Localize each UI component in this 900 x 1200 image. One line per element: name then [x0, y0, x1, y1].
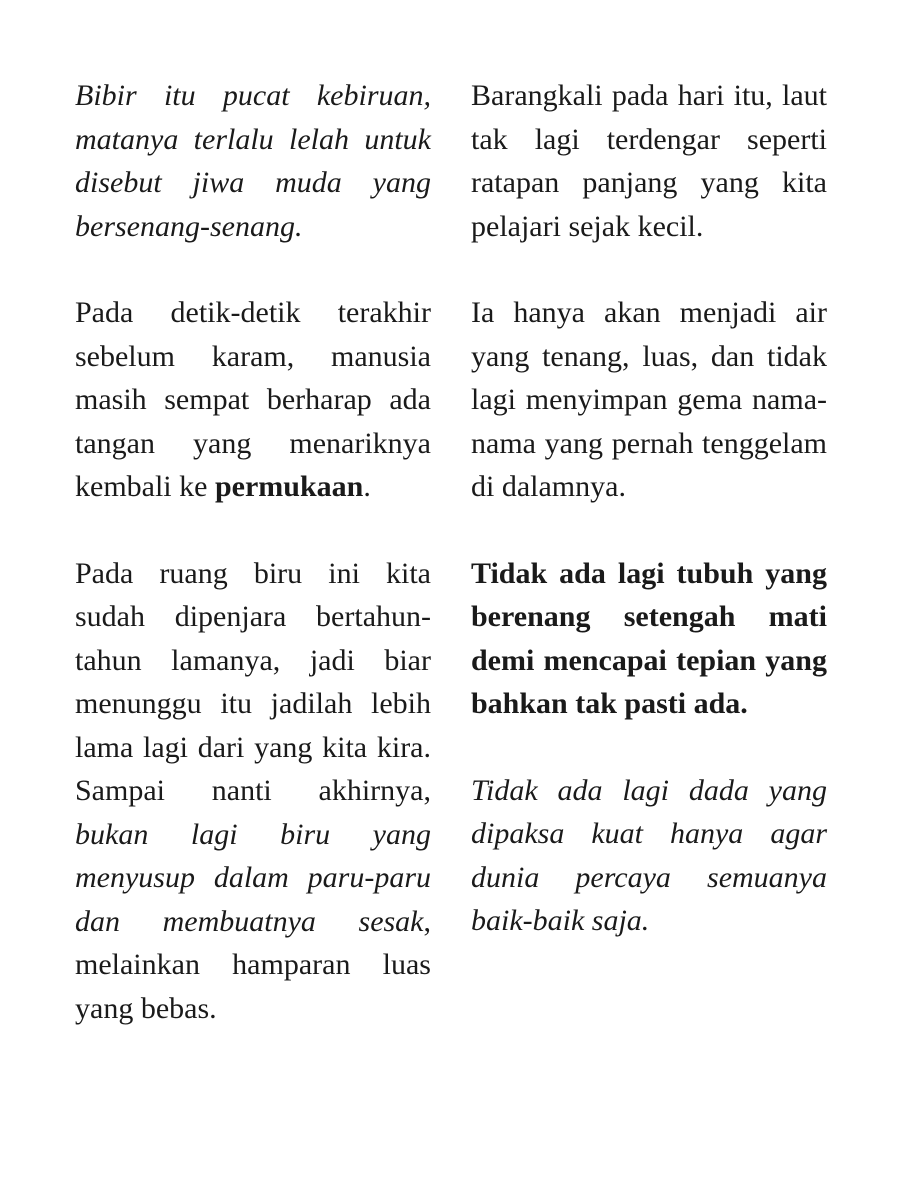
paragraph-text: Bibir itu pucat kebiruan, matanya terlalu lelah untuk disebut jiwa muda yang bersenang-senang. — [75, 79, 431, 243]
paragraph-text: Pada detik-detik terakhir sebelum karam, manusia masih sempat berharap ada tangan yang menariknya kembali ke — [75, 296, 431, 503]
paragraph-sea-day — [471, 74, 827, 248]
paragraph-no-more-bodies — [471, 552, 827, 726]
left-column — [75, 74, 431, 1073]
paragraph-text: Tidak ada lagi dada yang dipaksa kuat hanya agar dunia percaya semuanya baik-baik saja. — [471, 773, 827, 937]
paragraph-no-more-chest — [471, 769, 827, 943]
emphasis-word: permukaan — [214, 470, 364, 503]
paragraph-blue-room — [75, 552, 431, 1031]
paragraph-last-seconds — [75, 291, 431, 509]
paragraph-text: Barangkali pada hari itu, laut tak lagi terdengar seperti ratapan panjang yang kita pelajari sejak kecil. — [471, 79, 827, 243]
paragraph-text: , melainkan hamparan luas yang bebas. — [75, 904, 431, 1025]
italic-phrase: bukan lagi biru yang menyusup dalam paru-paru dan membuatnya sesak — [75, 817, 431, 938]
paragraph-text: Ia hanya akan menjadi air yang tenang, luas, dan tidak lagi menyimpan gema nama-nama yang pernah tenggelam di dalamnya. — [471, 296, 827, 503]
punctuation: . — [363, 470, 371, 503]
right-column — [471, 74, 827, 986]
paragraph-calm-water — [471, 291, 827, 509]
paragraph-text: Tidak ada lagi tubuh yang berenang setengah mati demi mencapai tepian yang bahkan tak pasti ada. — [471, 556, 827, 720]
paragraph-pale-lips — [75, 74, 431, 248]
paragraph-text: Pada ruang biru ini kita sudah dipenjara bertahun-tahun lamanya, jadi biar menunggu itu jadilah lebih lama lagi dari yang kita kira. Sampai nanti akhirnya, — [75, 556, 431, 807]
